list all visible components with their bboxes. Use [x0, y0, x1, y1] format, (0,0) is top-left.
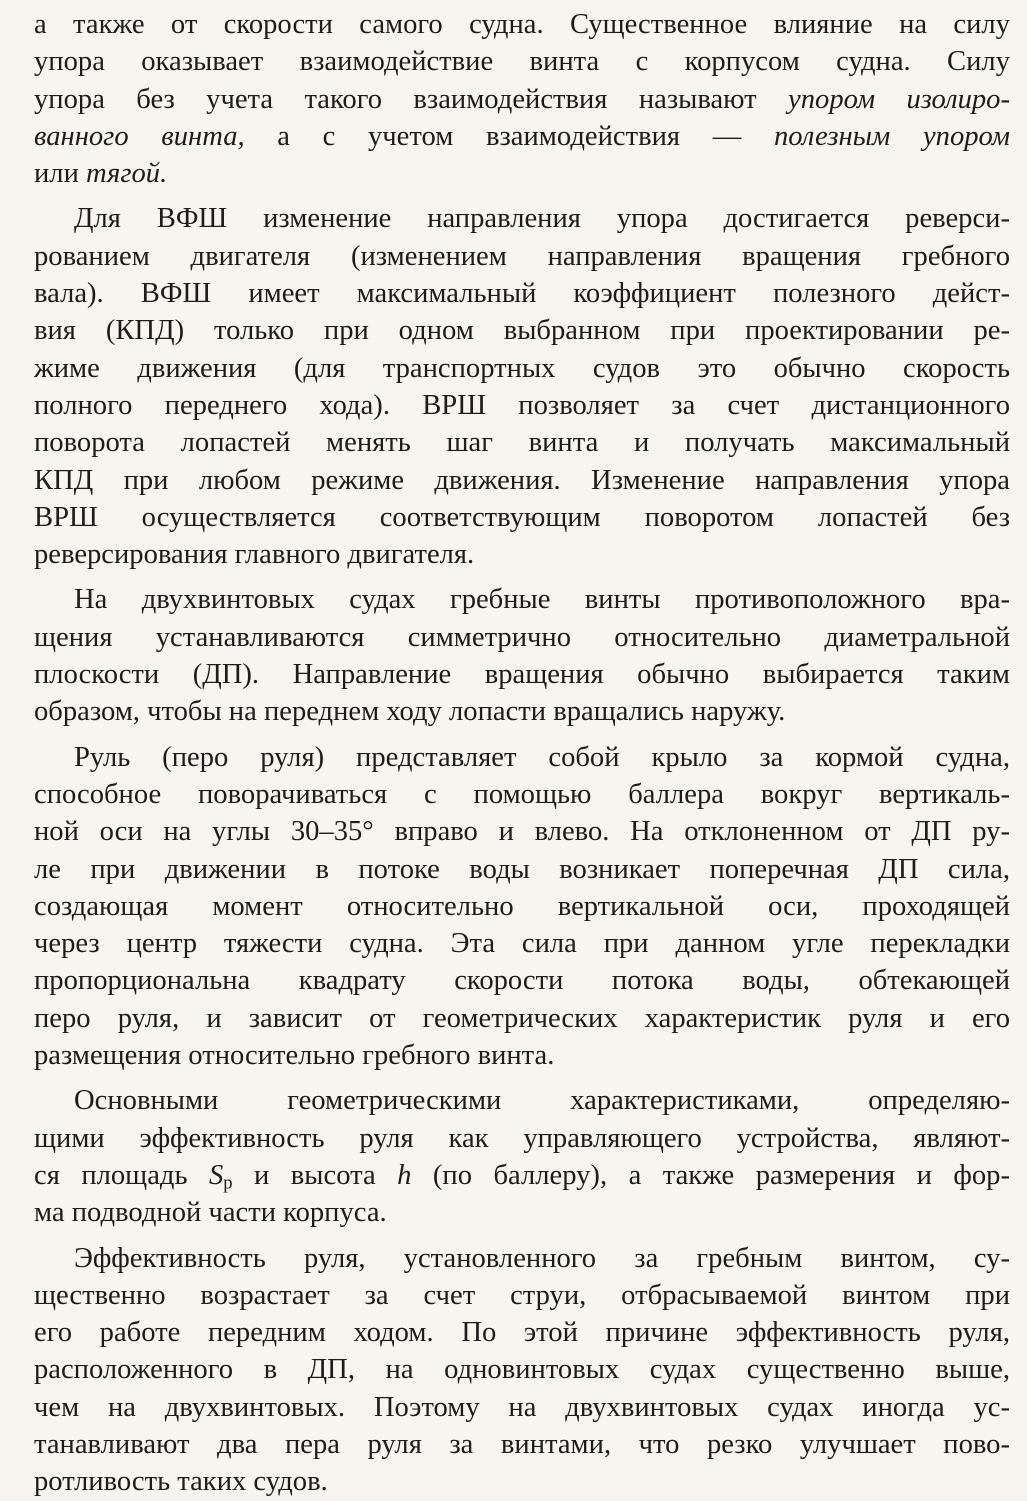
- italic-term: упором изолиро-: [788, 83, 1010, 115]
- text-line: КПД при любом режиме движения. Изменение направления упора: [34, 464, 1010, 496]
- text-line: перо руля, и зависит от геометрических характеристик руля и его: [34, 1002, 1010, 1034]
- paragraph: [34, 1082, 1010, 1231]
- text-line: пропорциональна квадрату скорости потока воды, обтекающей: [34, 965, 1010, 997]
- text-line: а также от скорости самого судна. Существенное влияние на силу: [34, 9, 1010, 40]
- text-line: вия (КПД) только при одном выбранном при проектировании ре-: [34, 315, 1010, 347]
- text-line: рованием двигателя (изменением направления вращения гребного: [34, 240, 1010, 272]
- text-line: Для ВФШ изменение направления упора достигается реверси-: [74, 203, 1010, 235]
- text-line: Руль (перо руля) представляет собой крыло за кормой судна,: [74, 741, 1010, 773]
- paragraph: [34, 6, 1010, 192]
- text-run: ся площадь: [34, 1159, 209, 1191]
- text-line: ной оси на углы 30–35° вправо и влево. На отклоненном от ДП ру-: [34, 816, 1010, 848]
- text-line: плоскости (ДП). Направление вращения обычно выбирается таким: [34, 659, 1010, 691]
- paragraph: [34, 200, 1010, 573]
- text-line: ма подводной части корпуса.: [34, 1197, 387, 1229]
- text-run: или: [34, 158, 87, 190]
- text-line: [34, 1157, 1010, 1194]
- text-line: размещения относительно гребного винта.: [34, 1040, 555, 1072]
- paragraph: [34, 581, 1010, 730]
- text-line: поворота лопастей менять шаг винта и получать максимальный: [34, 427, 1010, 459]
- text-line: создающая момент относительно вертикальной оси, проходящей: [34, 890, 1010, 922]
- paragraph: [34, 1240, 1010, 1501]
- text-line: На двухвинтовых судах гребные винты противоположного вра-: [74, 584, 1010, 616]
- body-text: [34, 6, 1010, 1501]
- text-line: ротливость таких судов.: [34, 1466, 328, 1498]
- text-line: упора оказывает взаимодействие винта с корпусом судна. Силу: [34, 46, 1010, 78]
- italic-term: h: [397, 1159, 412, 1191]
- text-line: танавливают два пера руля за винтами, что резко улучшает пово-: [34, 1428, 1010, 1460]
- text-line: жиме движения (для транспортных судов это обычно скорость: [34, 352, 1010, 384]
- text-line: полного переднего хода). ВРШ позволяет за счет дистанционного: [34, 389, 1010, 421]
- text-run: и высота: [232, 1159, 398, 1191]
- text-run: упора без учета такого взаимодействия называют: [34, 83, 789, 115]
- text-line: способное поворачиваться с помощью баллера вокруг вертикаль-: [34, 778, 1010, 810]
- text-line: расположенного в ДП, на одновинтовых судах существенно выше,: [34, 1354, 1010, 1386]
- text-line: ВРШ осуществляется соответствующим поворотом лопастей без: [34, 501, 1010, 533]
- text-line: [34, 81, 1010, 118]
- text-line: реверсирования главного двигателя.: [34, 539, 475, 571]
- text-line: ле при движении в потоке воды возникает поперечная ДП сила,: [34, 853, 1010, 885]
- subscript: р: [223, 1172, 233, 1194]
- text-run: (по баллеру), а также размерения и фор-: [411, 1159, 1010, 1191]
- italic-term: тягой.: [86, 158, 168, 190]
- text-line: щими эффективность руля как управляющего устройства, являют-: [34, 1122, 1010, 1154]
- italic-term: полезным упором: [773, 120, 1010, 152]
- italic-term: S: [208, 1159, 224, 1191]
- text-line: щения устанавливаются симметрично относительно диаметральной: [34, 621, 1010, 653]
- text-line: через центр тяжести судна. Эта сила при данном угле перекладки: [34, 928, 1010, 960]
- text-line: его работе передним ходом. По этой причине эффективность руля,: [34, 1317, 1010, 1349]
- paragraph: [34, 739, 1010, 1075]
- text-line: образом, чтобы на переднем ходу лопасти вращались наружу.: [34, 696, 786, 728]
- text-line: вала). ВФШ имеет максимальный коэффициент полезного дейст-: [34, 278, 1010, 310]
- italic-term: ванного винта,: [34, 120, 245, 152]
- text-line: чем на двухвинтовых. Поэтому на двухвинтовых судах иногда ус-: [34, 1391, 1010, 1423]
- text-line: Основными геометрическими характеристиками, определяю-: [74, 1085, 1010, 1117]
- text-line: [34, 118, 1010, 155]
- text-line: [34, 155, 1010, 192]
- text-line: Эффективность руля, установленного за гребным винтом, су-: [74, 1242, 1010, 1274]
- text-run: а с учетом взаимодействия —: [244, 120, 774, 152]
- text-line: щественно возрастает за счет струи, отбрасываемой винтом при: [34, 1279, 1010, 1311]
